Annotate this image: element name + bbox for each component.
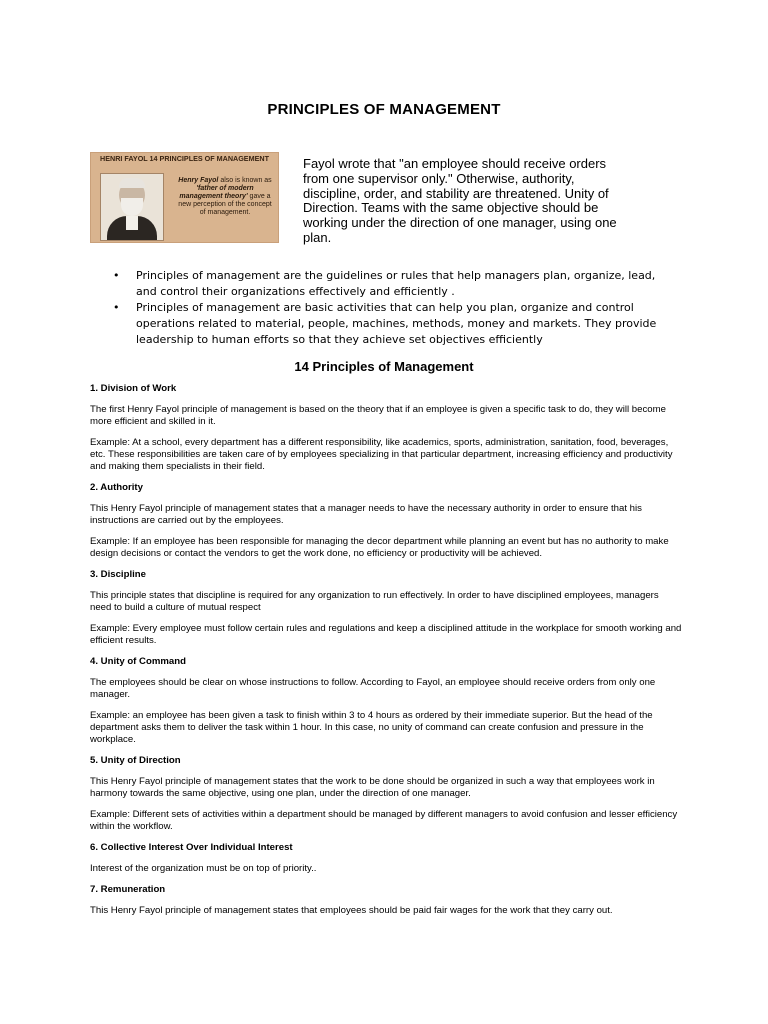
figure-caption (175, 177, 275, 217)
bullet-list (113, 268, 673, 348)
principle-heading: 6. Collective Interest Over Individual Interest (90, 842, 293, 853)
figure-caption-mid: also is known as (218, 177, 272, 184)
principle-text: This principle states that discipline is required for any organization to run effectively. In order to have disciplined employees, managers need to build a culture of mutual respect (90, 590, 659, 613)
bullet-icon: • (113, 269, 120, 282)
figure-caption-quote: 'father of modern management theory' (179, 185, 254, 200)
principle-text: The first Henry Fayol principle of management is based on the theory that if an employee is given a specific task to do, they will become more efficient and skilled in it. (90, 404, 666, 427)
figure-caption-end: gave a new perception of the concept of management. (178, 193, 272, 216)
principle-text: This Henry Fayol principle of management states that a manager needs to have the necessary authority in order to ensure that his instructions are carried out by the employees. (90, 503, 642, 526)
principle-example: Example: At a school, every department has a different responsibility, like academics, sports, administration, sanitation, food, beverages, etc. These responsibilities are taken care of by employees specializing in that particular department, increasing efficiency and productivity and making them specialists in their field. (90, 437, 673, 472)
henri-fayol-figure (90, 152, 279, 243)
principle-heading: 1. Division of Work (90, 383, 177, 394)
principle-text: This Henry Fayol principle of management states that the work to be done should be organized in such a way that employees work in harmony towards the same objective, using one plan, under the direction of one manager. (90, 776, 655, 799)
principle-heading: 7. Remuneration (90, 884, 166, 895)
principle-example: Example: Different sets of activities within a department should be managed by different managers to avoid confusion and lesser efficiency within the workflow. (90, 809, 678, 832)
principle-text: The employees should be clear on whose instructions to follow. According to Fayol, an employee should receive orders from only one manager. (90, 677, 656, 700)
principles-body (90, 383, 682, 926)
principle-text: This Henry Fayol principle of management states that employees should be paid fair wages for the work that they carry out. (90, 905, 613, 916)
principle-example: Example: Every employee must follow certain rules and regulations and keep a disciplined attitude in the workplace for smooth working and efficient results. (90, 623, 682, 646)
principle-heading: 2. Authority (90, 482, 143, 493)
section-title: 14 Principles of Management (294, 359, 474, 374)
principle-heading: 3. Discipline (90, 569, 146, 580)
bullet-item (113, 268, 673, 300)
bullet-icon: • (113, 301, 120, 314)
principle-text: Interest of the organization must be on top of priority.. (90, 863, 317, 874)
page-title: PRINCIPLES OF MANAGEMENT (267, 101, 501, 118)
figure-caption-name: Henry Fayol (178, 177, 219, 184)
fayol-portrait (100, 173, 164, 241)
bullet-text: Principles of management are basic activities that can help you plan, organize and control operations related to material, people, machines, methods, money and markets. They provide leadership to human efforts so that they achieve set objectives efficiently (136, 301, 657, 346)
intro-paragraph: Fayol wrote that "an employee should receive orders from one supervisor only." Otherwise, authority, discipline, order, and stability are threatened. Unity of Direction. Teams with the same objective should be working under the direction of one manager, using one plan. (303, 156, 617, 245)
bullet-item (113, 300, 673, 348)
principle-example: Example: If an employee has been responsible for managing the decor department while planning an event but has no authority to make design decisions or contact the vendors to get the work done, no efficiency or productivity will be achieved. (90, 536, 669, 559)
figure-title: HENRI FAYOL 14 PRINCIPLES OF MANAGEMENT (100, 154, 269, 163)
principle-heading: 5. Unity of Direction (90, 755, 181, 766)
principle-heading: 4. Unity of Command (90, 656, 186, 667)
principle-example: Example: an employee has been given a task to finish within 3 to 4 hours as ordered by their immediate superior. But the head of the department asks them to deliver the task within 1 hour. In this case, no unity of command can create confusion and pressure in the workplace. (90, 710, 653, 745)
bullet-text: Principles of management are the guidelines or rules that help managers plan, organize, lead, and control their organizations effectively and efficiently . (136, 269, 656, 298)
